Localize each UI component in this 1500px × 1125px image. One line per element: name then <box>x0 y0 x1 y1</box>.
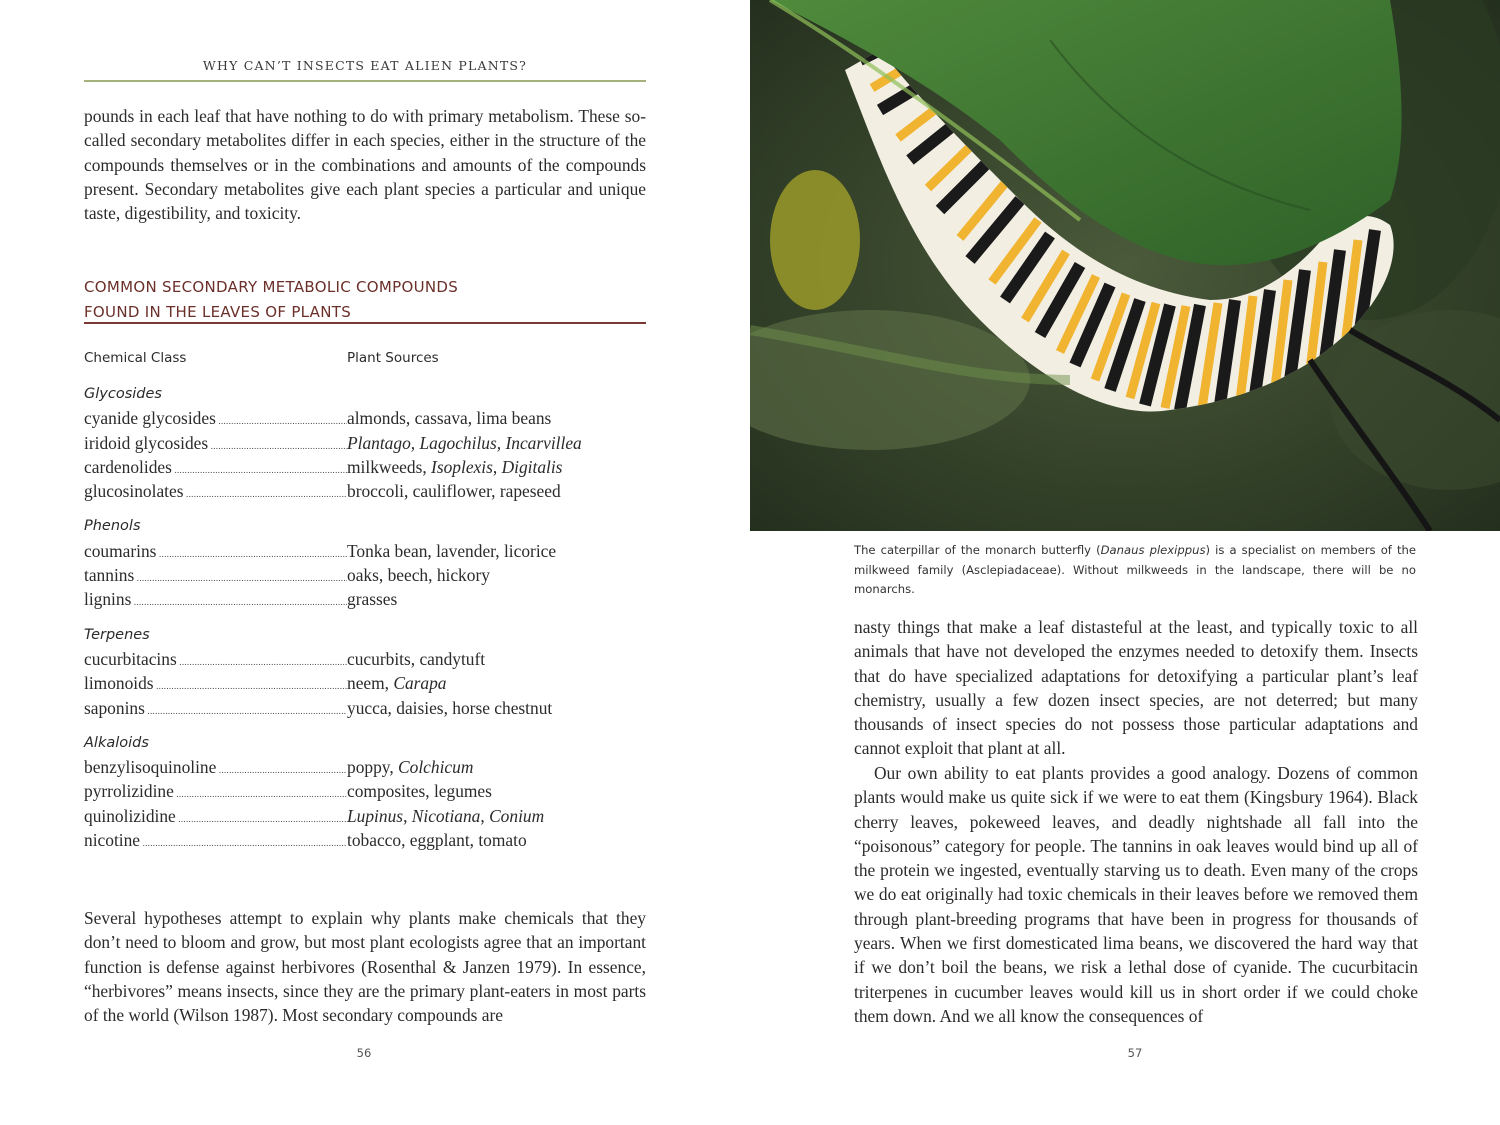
table-row <box>84 539 646 563</box>
compound-group <box>84 382 646 503</box>
plant-sources <box>347 479 561 503</box>
sidebar-title-line-2: FOUND IN THE LEAVES OF PLANTS <box>84 302 352 321</box>
table-row <box>84 455 646 479</box>
plant-sources <box>347 539 556 563</box>
plant-sources <box>347 671 447 695</box>
chemical-class: cyanide glycosides ..... <box>84 406 347 433</box>
plant-source-text: tobacco, eggplant, tomato <box>347 830 527 851</box>
table-row <box>84 696 646 720</box>
group-name: Phenols <box>84 518 141 535</box>
plant-source-text: , <box>492 456 502 477</box>
plant-source-text: cucurbits, candytuft <box>347 648 486 669</box>
running-head: WHY CAN’T INSECTS EAT ALIEN PLANTS? <box>202 58 528 73</box>
compounds-table <box>84 382 646 863</box>
plant-sources <box>347 406 551 430</box>
table-row <box>84 563 646 587</box>
table-row <box>84 671 646 695</box>
plant-sources <box>347 563 490 587</box>
chemical-class: pyrrolizidine ..... <box>84 779 347 806</box>
table-row <box>84 779 646 803</box>
chemical-class: benzylisoquinoline ..... <box>84 755 347 782</box>
plant-source-text: , <box>403 805 412 826</box>
monarch-caterpillar-photo <box>750 0 1500 531</box>
photo-illustration <box>750 0 1500 531</box>
body-paragraph: pounds in each leaf that have nothing to do with primary metabolism. These so-called secondary metabolites differ in each species, either in the structure of the compounds themselves or in the combinations and amounts of the compounds present. Secondary metabolites give each plant species a particular and unique taste, digestibility, and toxicity. <box>84 106 646 224</box>
plant-source-text: yucca, daisies, horse chestnut <box>347 697 553 718</box>
plant-source-text: poppy, <box>347 757 399 778</box>
chemical-class: lignins ..... <box>84 587 347 614</box>
plant-source-text: almonds, cassava, lima beans <box>347 408 552 429</box>
group-name: Alkaloids <box>84 734 149 751</box>
group-name: Terpenes <box>84 626 150 643</box>
sidebar-title <box>84 275 646 324</box>
chemical-class: saponins ..... <box>84 696 347 723</box>
plant-sources <box>347 828 527 852</box>
chemical-class: nicotine ..... <box>84 828 347 855</box>
plant-sources <box>347 755 473 779</box>
plant-source-text: Lupinus <box>347 805 404 826</box>
plant-source-text: Colchicum <box>398 757 474 778</box>
right-page <box>750 0 1500 1125</box>
plant-sources <box>347 587 397 611</box>
plant-source-text: broccoli, cauliflower, rapeseed <box>347 481 561 502</box>
plant-sources <box>347 779 492 803</box>
chemical-class: limonoids ..... <box>84 671 347 698</box>
compound-group <box>84 731 646 852</box>
column-header-plant-sources: Plant Sources <box>347 350 439 366</box>
table-row <box>84 647 646 671</box>
plant-source-text: oaks, beech, hickory <box>347 565 490 586</box>
plant-source-text: Plantago, Lagochilus, Incarvillea <box>347 432 582 453</box>
page-number: 56 <box>356 1046 372 1060</box>
plant-sources <box>347 455 562 479</box>
chemical-class: quinolizidine ..... <box>84 804 347 831</box>
table-row <box>84 479 646 503</box>
compound-group <box>84 623 646 720</box>
plant-source-text: , <box>480 805 490 826</box>
chemical-class: tannins ..... <box>84 563 347 590</box>
group-name: Glycosides <box>84 386 162 402</box>
body-paragraph: Our own ability to eat plants provides a good analogy. Dozens of common plants would make us quite sick if we were to eat them (Kingsbury 1964). Black cherry leaves, pokeweed leaves, and deadly nightshade all fall into the “poisonous” category for people. The tannins in oak leaves would bind up all of the protein we ingested, eventually starving us to death. Even many of the crops we do eat originally had toxic chemicals in their leaves before we removed them through plant-breeding programs that have been in progress for thousands of years. When we first domesticated lima beans, we discovered the hard way that if we don’t boil the beans, we risk a lethal dose of cyanide. The cucurbitacin triterpenes in cucumber leaves would kill us in short order if we could choke them down. And we all know the consequences of <box>854 763 1418 1026</box>
chemical-class: iridoid glycosides ..... <box>84 431 347 458</box>
plant-source-text: grasses <box>347 589 398 610</box>
plant-source-text: milkweeds, <box>347 456 432 477</box>
compound-group <box>84 514 646 611</box>
plant-source-text: Tonka bean, lavender, licorice <box>347 540 557 561</box>
plant-source-text: composites, legumes <box>347 781 492 802</box>
page-number: 57 <box>1127 1046 1143 1060</box>
plant-source-text: Digitalis <box>501 456 563 477</box>
plant-source-text: neem, <box>347 673 394 694</box>
plant-source-text: Isoplexis <box>431 456 493 477</box>
caption-text-continued: ) is a specialist on members of the milkweed family (Asclepiadaceae). Without milkweeds in the landscape, there will be no monarchs. <box>854 543 1416 596</box>
plant-sources <box>347 696 552 720</box>
plant-sources <box>347 647 485 671</box>
sidebar-title-line-1: COMMON SECONDARY METABOLIC COMPOUNDS <box>84 278 459 296</box>
column-header-chemical-class: Chemical Class <box>84 350 187 366</box>
table-row <box>84 431 646 455</box>
caption-species: Danaus plexippus <box>1100 543 1206 557</box>
table-row <box>84 804 646 828</box>
table-row <box>84 587 646 611</box>
caption-text: The caterpillar of the monarch butterfly ( <box>854 543 1101 557</box>
chemical-class: glucosinolates ..... <box>84 479 347 506</box>
table-row <box>84 406 646 430</box>
plant-source-text: Conium <box>489 805 545 826</box>
body-paragraph: Several hypotheses attempt to explain why plants make chemicals that they don’t need to bloom and grow, but most plant ecologists agree that an important function is defense against herbivores (Rosenthal & Janzen 1979). In essence, “herbivores” means insects, since they are the primary plant-eaters in most parts of the world (Wilson 1987). Most secondary compounds are <box>84 908 646 1026</box>
running-head-rule <box>84 80 646 82</box>
plant-sources <box>347 804 544 828</box>
chemical-class: cucurbitacins ..... <box>84 647 347 674</box>
photo-caption <box>854 541 1416 600</box>
plant-source-text: Carapa <box>393 673 447 694</box>
chemical-class: cardenolides ..... <box>84 455 347 482</box>
table-row <box>84 755 646 779</box>
chemical-class: coumarins ..... <box>84 539 347 566</box>
body-paragraph: nasty things that make a leaf distasteful at the least, and typically toxic to all animals that have not developed the enzymes needed to detoxify them. Insects that do have specialized adaptations for detoxifying a particular plant’s leaf chemistry, usually a few dozen insect species, are not deterred; but many thousands of insect species do not possess those particular adaptations and cannot exploit that plant at all. <box>854 617 1418 759</box>
table-row <box>84 828 646 852</box>
plant-source-text: Nicotiana <box>411 805 481 826</box>
sidebar-rule <box>84 322 646 324</box>
plant-sources <box>347 431 582 455</box>
